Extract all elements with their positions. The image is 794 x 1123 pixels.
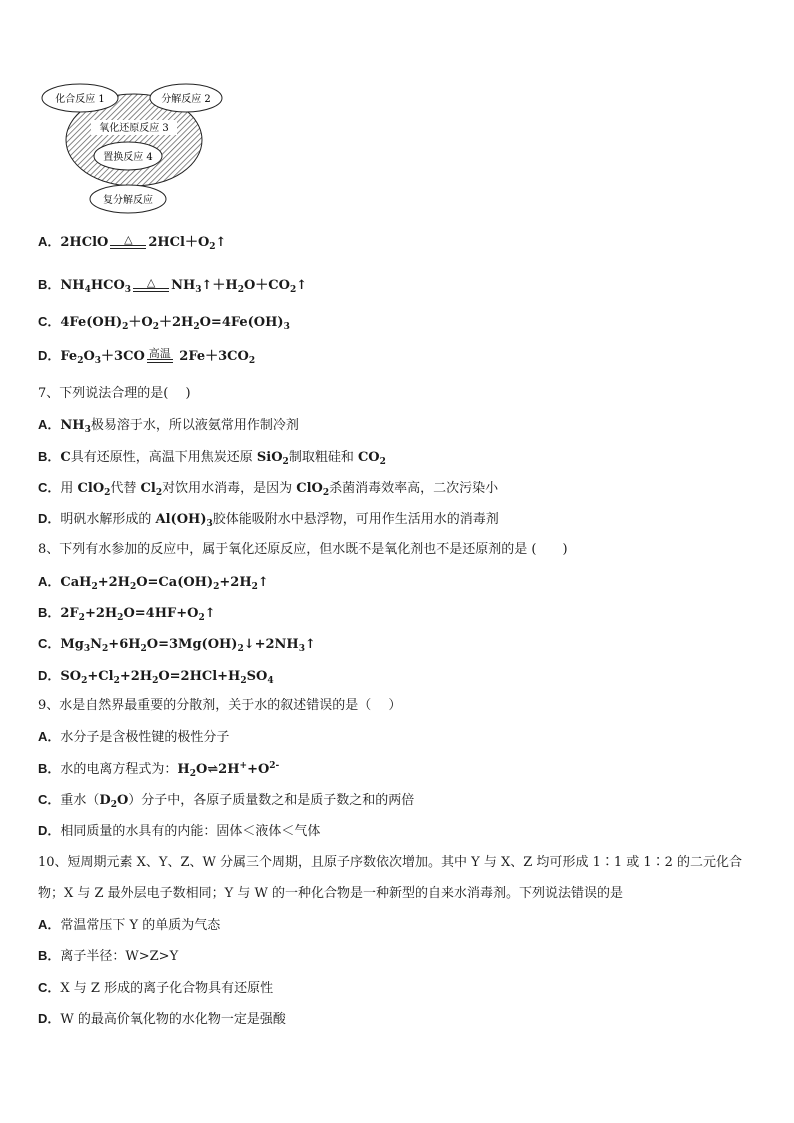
q6-option-a[interactable]: A．2HClO △ $2HCl+O_2↑$ — [38, 232, 227, 252]
q9-option-a[interactable]: A．水分子是含极性键的极性分子 — [38, 729, 230, 745]
redox-label: 氧化还原反应 3 — [99, 123, 169, 134]
combination-label: 化合反应 1 — [55, 94, 105, 105]
condition-heat: △ — [131, 278, 171, 294]
q8-option-a[interactable]: A．$CaH_2+2H_2O=Ca(OH)_2+2H_2↑$ — [38, 574, 269, 592]
q7-option-b[interactable]: B．C具有还原性，高温下用焦炭还原 SiO$_2$制取粗硅和 $CO_2$ — [38, 449, 386, 467]
q6-option-b[interactable]: B．$NH_4HCO_3$ △ $NH_3↑+H_2O+CO_2↑$ — [38, 275, 308, 295]
q7-option-a[interactable]: A．$NH_3$极易溶于水，所以液氨常用作制冷剂 — [38, 417, 299, 435]
q10-stem-line2: 物；X 与 Z 最外层电子数相同；Y 与 W 的一种化合物是一种新型的自来水消毒剂。下列说法错误的是 — [38, 886, 624, 901]
q9-option-c[interactable]: C．重水$(D_2O)$分子中，各原子质量数之和是质子数之和的两倍 — [38, 792, 415, 810]
reaction-type-diagram — [36, 82, 226, 214]
q8-option-c[interactable]: C．$Mg_3N_2+6H_2O=3Mg(OH)_2↓+2NH_3↑$ — [38, 636, 316, 654]
q7-stem: 7、下列说法合理的是( ) — [38, 386, 191, 401]
q7-option-d[interactable]: D．明矾水解形成的 $Al(OH)_3$胶体能吸附水中悬浮物，可用作生活用水的消毒剂 — [38, 511, 499, 529]
q10-stem-line1: 10、短周期元素 X、Y、Z、W 分属三个周期，且原子序数依次增加。其中 Y 与 X、Z 均可形成 1∶1 或 1∶2 的二元化合 — [38, 855, 743, 870]
displacement-label: 置换反应 4 — [103, 152, 153, 163]
q6-option-c[interactable]: C．$4Fe(OH)_2+O_2+2H_2O=4Fe(OH)_3$ — [38, 314, 290, 332]
q6-option-d[interactable]: D．$Fe_2O_3+3CO$ 高温 $2Fe+3CO_2$ — [38, 346, 256, 366]
q9-option-d[interactable]: D．相同质量的水具有的内能：固体＜液体＜气体 — [38, 823, 321, 839]
q9-stem: 9、水是自然界最重要的分散剂，关于水的叙述错误的是（ ） — [38, 698, 402, 713]
q9-option-b[interactable]: B．水的电离方程式为：$H_2O\rightleftharpoons 2H^++O^{2-}$ — [38, 761, 280, 779]
q10-option-a[interactable]: A．常温常压下 Y 的单质为气态 — [38, 917, 221, 933]
condition-high-temp: 高温 — [145, 349, 175, 365]
q8-stem: 8、下列有水参加的反应中，属于氧化还原反应，但水既不是氧化剂也不是还原剂的是 ( ) — [38, 542, 568, 557]
condition-heat: △ — [108, 235, 148, 251]
q10-option-c[interactable]: C．X 与 Z 形成的离子化合物具有还原性 — [38, 980, 274, 996]
q7-option-c[interactable]: C．用 ClO$_2$代替 $Cl_2$对饮用水消毒，是因为 ClO$_2$杀菌消毒效率高，二次污染小 — [38, 480, 499, 498]
decomposition-label: 分解反应 2 — [161, 94, 211, 105]
q10-option-b[interactable]: B．离子半径：W>Z>Y — [38, 948, 179, 964]
q8-option-d[interactable]: D．$SO_2+Cl_2+2H_2O=2HCl+H_2SO_4$ — [38, 668, 274, 686]
q10-option-d[interactable]: D．W 的最高价氧化物的水化物一定是强酸 — [38, 1011, 286, 1027]
q8-option-b[interactable]: B．$2F_2+2H_2O=4HF+O_2↑$ — [38, 605, 216, 623]
double-decomp-label: 复分解反应 — [103, 195, 153, 206]
